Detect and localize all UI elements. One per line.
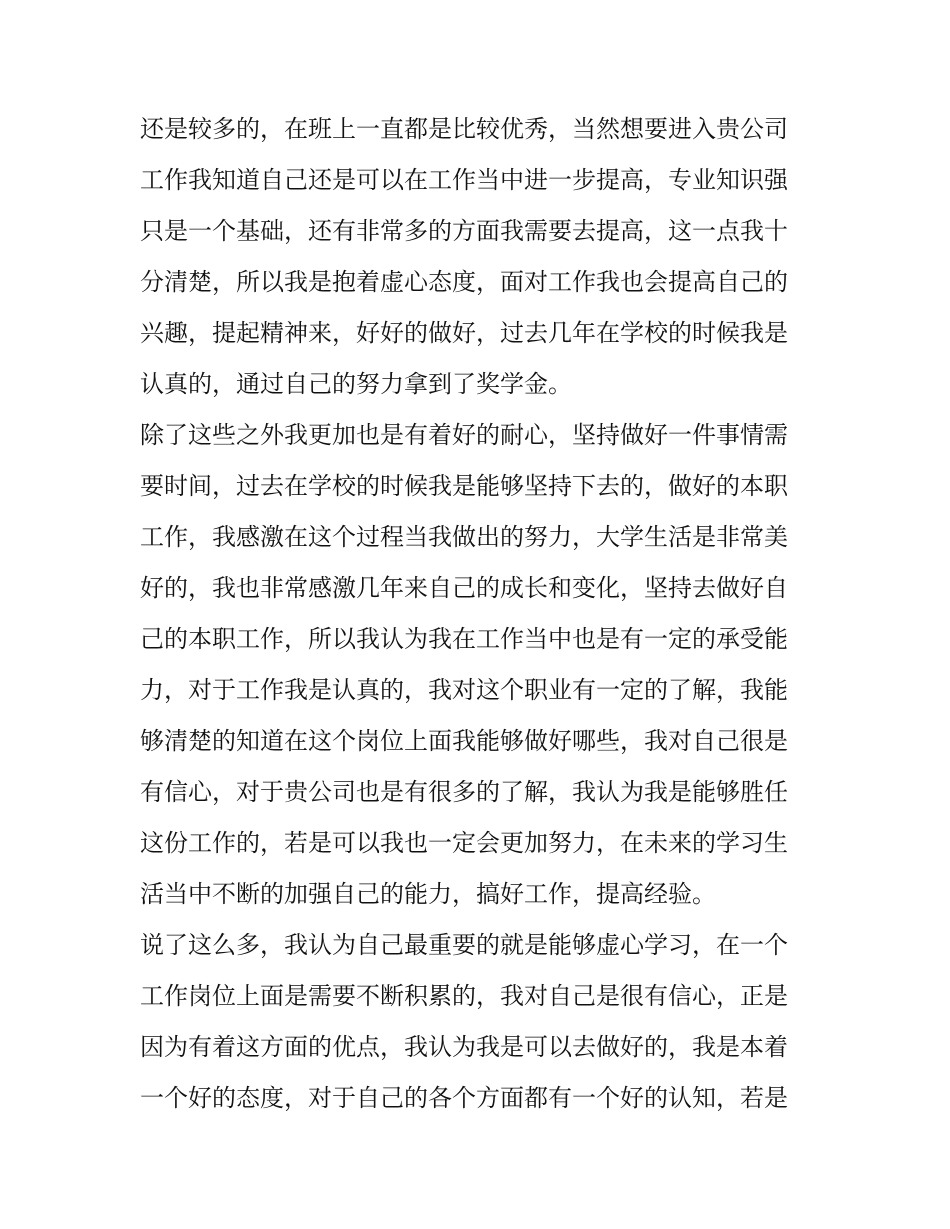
text-line-18: 工作岗位上面是需要不断积累的，我对自己是很有信心，正是 bbox=[140, 982, 788, 1010]
text-line-2: 工作我知道自己还是可以在工作当中进一步提高，专业知识强 bbox=[140, 166, 788, 194]
text-line-15: 这份工作的，若是可以我也一定会更加努力，在未来的学习生 bbox=[140, 829, 788, 857]
text-line-1: 还是较多的，在班上一直都是比较优秀，当然想要进入贵公司 bbox=[140, 115, 788, 143]
text-line-12: 力，对于工作我是认真的，我对这个职业有一定的了解，我能 bbox=[140, 676, 788, 704]
text-line-9: 工作，我感激在这个过程当我做出的努力，大学生活是非常美 bbox=[140, 523, 788, 551]
text-line-4: 分清楚，所以我是抱着虚心态度，面对工作我也会提高自己的 bbox=[140, 268, 788, 296]
text-line-20: 一个好的态度，对于自己的各个方面都有一个好的认知，若是 bbox=[140, 1084, 788, 1112]
body-text bbox=[140, 104, 812, 1124]
text-line-14: 有信心，对于贵公司也是有很多的了解，我认为我是能够胜任 bbox=[140, 778, 788, 806]
text-line-6: 认真的，通过自己的努力拿到了奖学金。 bbox=[140, 370, 572, 398]
text-line-7: 除了这些之外我更加也是有着好的耐心，坚持做好一件事情需 bbox=[140, 421, 788, 449]
text-line-17: 说了这么多，我认为自己最重要的就是能够虚心学习，在一个 bbox=[140, 931, 788, 959]
text-line-10: 好的，我也非常感激几年来自己的成长和变化，坚持去做好自 bbox=[140, 574, 788, 602]
text-line-8: 要时间，过去在学校的时候我是能够坚持下去的，做好的本职 bbox=[140, 472, 788, 500]
text-line-5: 兴趣，提起精神来，好好的做好，过去几年在学校的时候我是 bbox=[140, 319, 788, 347]
text-line-3: 只是一个基础，还有非常多的方面我需要去提高，这一点我十 bbox=[140, 217, 788, 245]
text-line-11: 己的本职工作，所以我认为我在工作当中也是有一定的承受能 bbox=[140, 625, 788, 653]
text-line-16: 活当中不断的加强自己的能力，搞好工作，提高经验。 bbox=[140, 880, 716, 908]
text-line-13: 够清楚的知道在这个岗位上面我能够做好哪些，我对自己很是 bbox=[140, 727, 788, 755]
text-line-19: 因为有着这方面的优点，我认为我是可以去做好的，我是本着 bbox=[140, 1033, 788, 1061]
